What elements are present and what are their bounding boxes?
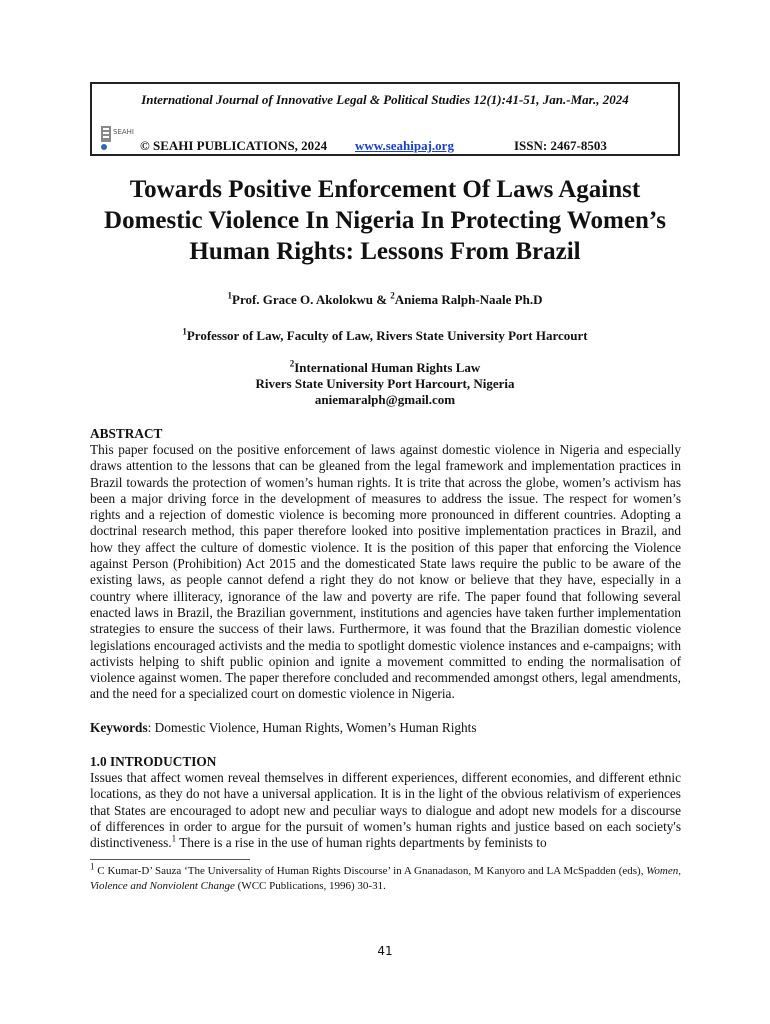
issn-text: ISSN: 2467-8503 (514, 138, 607, 153)
section-heading-introduction: 1.0 INTRODUCTION (90, 754, 217, 769)
author-sup: 2 (390, 290, 395, 301)
footnote-book-title: Women, Violence and Nonviolent Change (90, 865, 681, 892)
paper-title (60, 174, 710, 267)
affiliation-2 (0, 360, 770, 408)
footnote-text-after: (WCC Publications, 1996) 30-31. (234, 880, 386, 892)
abstract-text: This paper focused on the positive enforcement of laws against domestic violence in Nigeria and especially draws attention to the lessons that can be gleaned from the legal framework and implementation practices in Brazil towards the protection of women’s human rights. It is trite that across the globe, women’s activism has been a major driving force in the development of measures to address the issue. The respect for women’s rights and a rejection of domestic violence is becoming more pronounced in different countries. Adopting a doctrinal research method, this paper therefore looked into positive implementation practices in Brazil, and how they affect the culture of domestic violence. It is the position of this paper that enforcing the Violence against Person (Prohibition) Act 2015 and the domesticated State laws require the public to be aware of the existing laws, as people cannot defend a right they do not know or believe that they have, especially in a country where illiteracy, ignorance of the law and poverty are rife. The paper found that following several enacted laws in Brazil, the Brazilian government, institutions and agencies have taken further implementation strategies to ensure the success of their laws. Furthermore, it was found that the Brazilian domestic violence legislations encouraged activists and the media to spotlight domestic violence instances and e-campaigns; with activists helping to shift public opinion and ignite a movement committed to ending the normalisation of violence against women. The paper therefore concluded and recommended amongst others, legal amendments, and the need for a specialized court on domestic violence in Nigeria. (90, 442, 681, 702)
keywords-line (90, 720, 681, 736)
footnote-text: C Kumar-D’ Sauza ‘The Universality of Human Rights Discourse’ in A Gnanadason, M Kanyoro and LA McSpadden (eds), (94, 865, 647, 877)
keywords-label: Keywords (90, 720, 148, 735)
author-email[interactable]: aniemaralph@gmail.com (314, 392, 456, 407)
author-1: Prof. Grace O. Akolokwu & (232, 292, 391, 307)
logo-text: SEAHI (113, 128, 134, 136)
title-line: Towards Positive Enforcement Of Laws Against (129, 176, 641, 203)
author-line (0, 292, 770, 308)
footnote-reference[interactable]: 1 (171, 833, 177, 844)
affiliation-2-line1: International Human Rights Law (294, 360, 481, 375)
seahi-logo-icon (98, 122, 134, 152)
affiliation-sup: 1 (182, 326, 187, 337)
affiliation-sup: 2 (289, 358, 295, 369)
copyright-text: © SEAHI PUBLICATIONS, 2024 (140, 138, 328, 153)
affiliation-1 (0, 328, 770, 344)
keywords-text: : Domestic Violence, Human Rights, Women’s Human Rights (147, 720, 477, 735)
author-2: Aniema Ralph-Naale Ph.D (394, 292, 543, 307)
footnote-divider (90, 859, 250, 860)
affiliation-1-text: Professor of Law, Faculty of Law, Rivers State University Port Harcourt (186, 328, 588, 343)
title-line: Human Rights: Lessons From Brazil (189, 238, 581, 265)
abstract-heading: ABSTRACT (90, 426, 163, 441)
title-line: Domestic Violence In Nigeria In Protecting Women’s (104, 207, 666, 234)
affiliation-2-line2: Rivers State University Port Harcourt, Nigeria (255, 376, 515, 391)
journal-header-box (90, 82, 680, 156)
website-link[interactable]: www.seahipaj.org (355, 138, 454, 153)
journal-citation: International Journal of Innovative Legal & Political Studies 12(1):41-51, Jan.-Mar., 2024 (141, 92, 629, 107)
introduction-text-continued: There is a rise in the use of human rights departments by feminists to (176, 835, 547, 851)
introduction-paragraph (90, 770, 681, 851)
author-sup: 1 (227, 290, 232, 301)
introduction-text: Issues that affect women reveal themselves in different experiences, different economies, and different ethnic locations, as they do not have a universal application. It is in the light of the obvious relativism of experiences that States are encouraged to adopt new and peculiar ways to dialogue and adopt new models for a discourse of differences in order to argue for the pursuit of women’s human rights and justice based on each society's distinctiveness. (90, 770, 681, 851)
footnote-marker: 1 (90, 861, 95, 872)
page-number: 41 (377, 944, 393, 958)
footnote (90, 861, 681, 894)
